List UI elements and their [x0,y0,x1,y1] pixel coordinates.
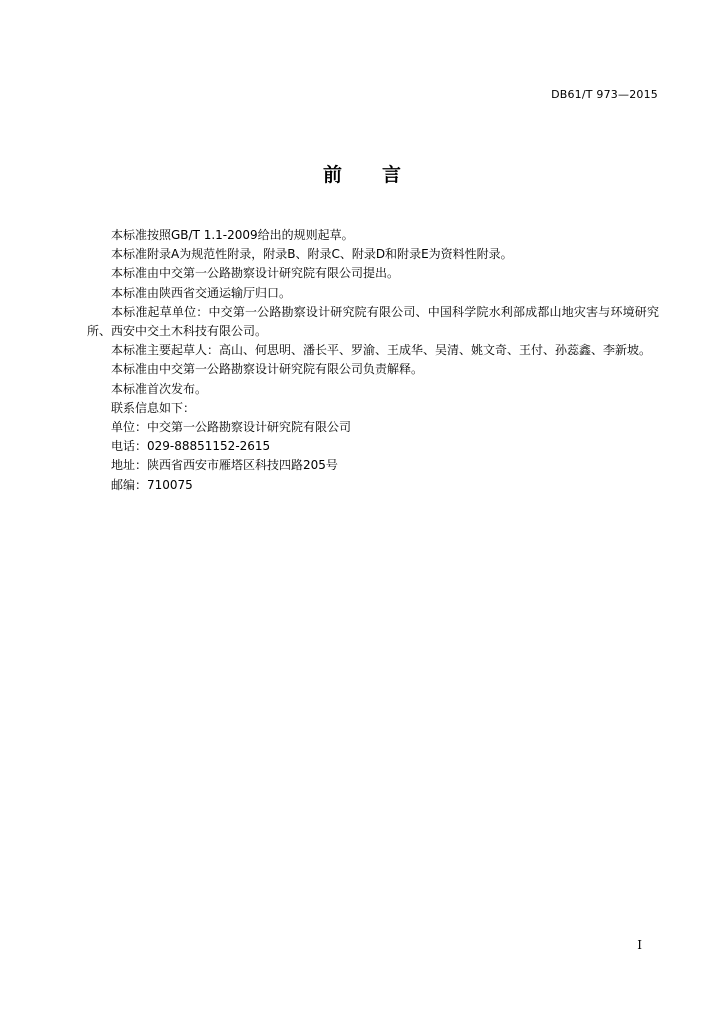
foreword-body [87,226,659,495]
paragraph-contact-phone: 电话：029-88851152-2615 [111,439,271,454]
paragraph-contact-address: 地址：陕西省西安市雁塔区科技四路205号 [111,458,338,473]
paragraph-administrator: 本标准由陕西省交通运输厅归口。 [111,285,292,300]
paragraph-contact-postcode: 邮编：710075 [111,477,193,492]
paragraph-drafters: 本标准主要起草人：高山、何思明、潘长平、罗渝、王成华、吴清、姚文奇、王付、孙蕊鑫、李新坡。 [111,343,652,358]
paragraph-interpretation: 本标准由中交第一公路勘察设计研究院有限公司负责解释。 [111,362,424,377]
paragraph-contact-intro: 联系信息如下： [111,400,196,415]
paragraph-proposer: 本标准由中交第一公路勘察设计研究院有限公司提出。 [111,266,400,281]
page-number: I [637,938,642,952]
page-title [0,160,724,187]
paragraph-contact-unit: 单位：中交第一公路勘察设计研究院有限公司 [111,420,352,435]
paragraph-drafting-rules: 本标准按照GB/T 1.1-2009给出的规则起草。 [111,228,354,242]
paragraph-drafting-units: 本标准起草单位：中交第一公路勘察设计研究院有限公司、中国科学院水利部成都山地灾害与环境研究所、西安中交土木科技有限公司。 [87,304,659,339]
paragraph-appendix: 本标准附录A为规范性附录，附录B、附录C、附录D和附录E为资料性附录。 [111,247,513,262]
title-char-1: 前 [322,164,342,186]
standard-number: DB61/T 973—2015 [551,88,658,101]
title-char-2: 言 [382,164,402,186]
paragraph-first-release: 本标准首次发布。 [111,381,208,396]
